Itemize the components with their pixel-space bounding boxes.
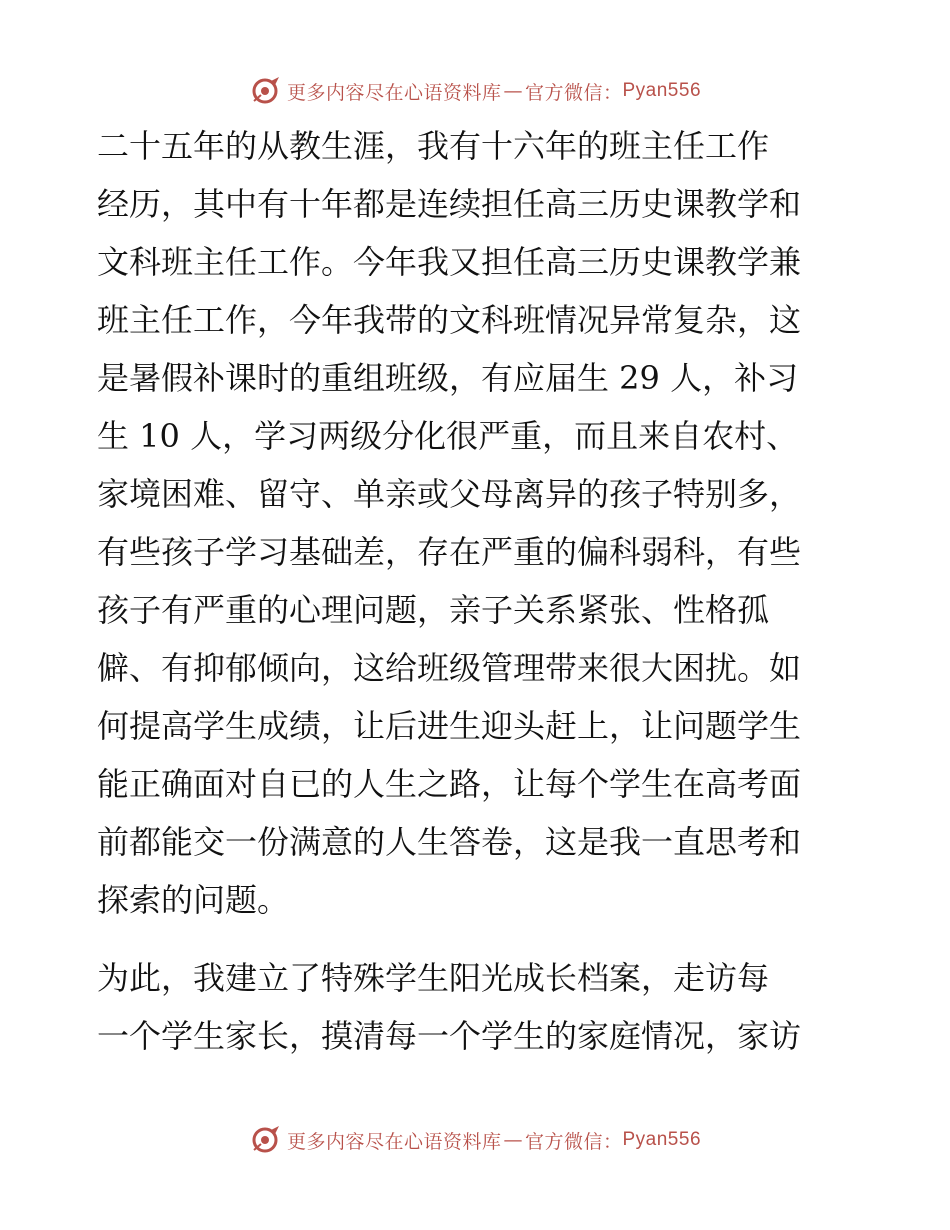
text-line: 班主任工作，今年我带的文科班情况异常复杂，这 [97,301,802,339]
wechat-id: Pyan556 [622,80,702,101]
document-body [97,117,857,1065]
brand-logo-icon [249,75,281,107]
paragraph-spacer [97,929,857,949]
paragraph-1 [97,117,857,929]
text-line: 僻、有抑郁倾向，这给班级管理带来很大困扰。如 [97,649,802,687]
text-line: 为此，我建立了特殊学生阳光成长档案，走访每 [97,959,770,997]
header-banner [0,71,950,111]
text-line: 文科班主任工作。今年我又担任高三历史课教学兼 [97,243,802,281]
text-line: 能正确面对自已的人生之路，让每个学生在高考面 [97,765,802,803]
wechat-id: Pyan556 [622,1129,702,1150]
text-line: 何提高学生成绩，让后进生迎头赶上，让问题学生 [97,707,802,745]
wechat-label: 官方微信： [524,1130,623,1153]
text-line: 有些孩子学习基础差，存在严重的偏科弱科，有些 [97,533,802,571]
banner-dash: — [503,80,523,102]
text-line: 探索的问题。 [97,881,290,919]
text-line: 一个学生家长，摸清每一个学生的家庭情况，家访 [97,1017,802,1055]
wechat-label: 官方微信： [524,81,623,104]
paragraph-2 [97,949,857,1065]
banner-dash: — [503,1129,523,1151]
text-line: 生 10 人，学习两级分化很严重，而且来自农村、 [97,417,799,455]
text-line: 家境困难、留守、单亲或父母离异的孩子特别多， [97,475,802,513]
text-line: 二十五年的从教生涯，我有十六年的班主任工作 [97,127,770,165]
banner-text: 更多内容尽在心语资料库 [286,1130,502,1153]
text-line: 前都能交一份满意的人生答卷，这是我一直思考和 [97,823,802,861]
brand-logo-icon [249,1124,281,1156]
text-line: 经历，其中有十年都是连续担任高三历史课教学和 [97,185,802,223]
text-line: 是暑假补课时的重组班级，有应届生 29 人，补习 [97,359,799,397]
text-line: 孩子有严重的心理问题，亲子关系紧张、性格孤 [97,591,770,629]
footer-banner [0,1120,950,1160]
banner-text: 更多内容尽在心语资料库 [286,81,502,104]
